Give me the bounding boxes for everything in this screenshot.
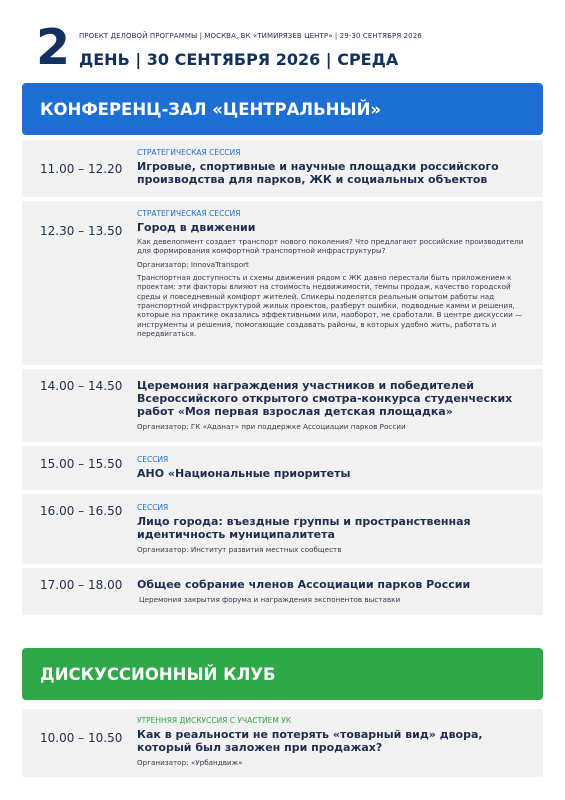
event-tag: СТРАТЕГИЧЕСКАЯ СЕССИЯ bbox=[137, 148, 241, 157]
event-time: 15.00 – 15.50 bbox=[40, 457, 123, 471]
event-title: Игровые, спортивные и научные площадки российского производства для парков, ЖК и социальных объектов bbox=[137, 160, 499, 186]
event-organizer: Организатор: InnovaTransport bbox=[137, 259, 249, 269]
schedule-row bbox=[22, 709, 543, 777]
schedule-row bbox=[22, 568, 543, 615]
event-title: АНО «Национальные приоритеты bbox=[137, 467, 351, 480]
event-tag: СТРАТЕГИЧЕСКАЯ СЕССИЯ bbox=[137, 209, 241, 218]
day-title: ДЕНЬ | 30 СЕНТЯБРЯ 2026 | СРЕДА bbox=[79, 50, 399, 69]
event-title: Лицо города: въездные группы и пространственная идентичность муниципалитета bbox=[137, 515, 471, 541]
schedule-row bbox=[22, 446, 543, 490]
section-banner-central-hall bbox=[22, 83, 543, 135]
schedule-row bbox=[22, 140, 543, 197]
section-banner-discussion-club bbox=[22, 648, 543, 700]
event-tag: СЕССИЯ bbox=[137, 503, 169, 512]
event-description-extended: Транспортная доступность и схемы движения рядом с ЖК давно перестали быть приложением к проектам: эти факторы влияют на стоимость недвижимости, темпы продаж, качество городской среды и повседневный комфорт жителей. Спикеры поделятся реальным опытом работы над транспортной инфраструктурой жилых проектов, разберут ошибки, подводные камни и решения, которые на практике оказались эффективными или, наоборот, не сработали. В центре дискуссии — инструменты и решения, помогающие создавать районы, в которых удобно жить, работать и передвигаться. bbox=[137, 272, 523, 339]
event-organizer: Организатор: Институт развития местных сообществ bbox=[137, 545, 342, 554]
section-title: ДИСКУССИОННЫЙ КЛУБ bbox=[40, 665, 276, 684]
event-description: Как девелопмент создает транспорт нового поколения? Что предлагают российские производители для формирования комфортной транспортной инфраструктуры? bbox=[137, 237, 524, 256]
event-organizer: Организатор: «Урбандвиж» bbox=[137, 758, 243, 767]
event-tag: УТРЕННЯЯ ДИСКУССИЯ С УЧАСТИЕМ УК bbox=[137, 716, 292, 725]
day-number: 2 bbox=[36, 19, 71, 76]
event-tag: СЕССИЯ bbox=[137, 455, 169, 464]
event-title: Как в реальности не потерять «товарный вид» двора, который был заложен при продажах? bbox=[137, 728, 483, 754]
event-meta: ПРОЕКТ ДЕЛОВОЙ ПРОГРАММЫ | МОСКВА, ВК «ТИМИРЯЗЕВ ЦЕНТР» | 29-30 СЕНТЯБРЯ 2026 bbox=[79, 32, 422, 40]
schedule-row bbox=[22, 201, 543, 365]
section-title: КОНФЕРЕНЦ-ЗАЛ «ЦЕНТРАЛЬНЫЙ» bbox=[40, 100, 382, 119]
schedule-row bbox=[22, 369, 543, 442]
schedule-row bbox=[22, 494, 543, 564]
event-time: 17.00 – 18.00 bbox=[40, 578, 123, 592]
event-time: 16.00 – 16.50 bbox=[40, 504, 123, 518]
page-header bbox=[36, 19, 546, 76]
event-title: Общее собрание членов Ассоциации парков России bbox=[137, 578, 471, 591]
event-title: Город в движении bbox=[137, 221, 256, 234]
event-time: 12.30 – 13.50 bbox=[40, 224, 123, 238]
event-time: 10.00 – 10.50 bbox=[40, 731, 123, 745]
event-organizer: Организатор: ГК «Аданат» при поддержке Ассоциации парков России bbox=[137, 422, 406, 431]
event-organizer: Церемония закрытия форума и награждения экспонентов выставки bbox=[139, 595, 401, 604]
event-time: 14.00 – 14.50 bbox=[40, 379, 123, 393]
event-title: Церемония награждения участников и победителей Всероссийского открытого смотра-конкурса студенческих работ «Моя первая взрослая детская площадка» bbox=[137, 379, 513, 418]
event-time: 11.00 – 12.20 bbox=[40, 162, 123, 176]
